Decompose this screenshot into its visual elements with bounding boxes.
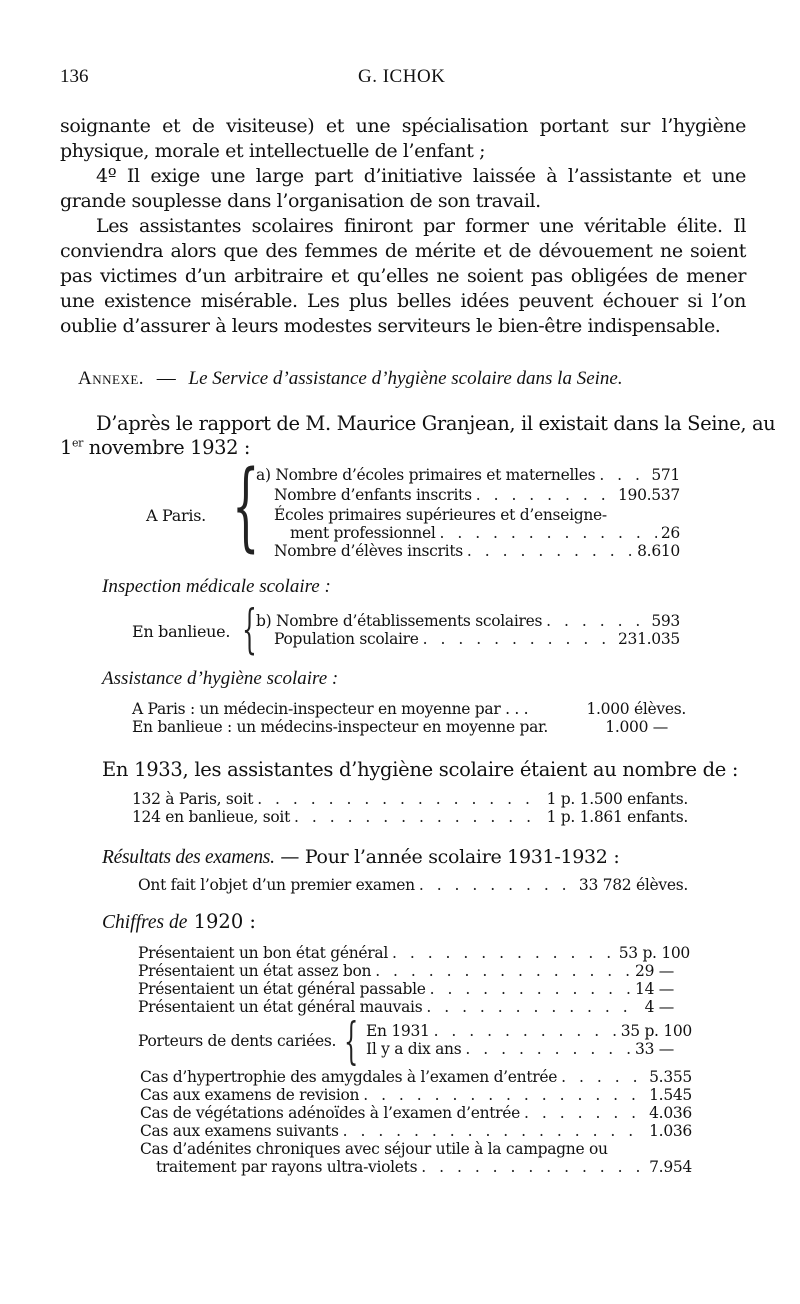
row-label: a) Nombre d’écoles primaires et maternelles <box>256 466 596 484</box>
paris-row-upper-schools: Écoles primaires supérieures et d’enseigne- <box>274 506 607 524</box>
row-label: Ont fait l’objet d’un premier examen <box>138 876 415 894</box>
intro-text <box>60 114 746 339</box>
dot-leader <box>294 808 543 826</box>
results-heading-rest: — Pour l’année scolaire 1931-1932 : <box>274 846 620 868</box>
row-label: Nombre d’élèves inscrits <box>274 542 463 560</box>
dot-leader <box>343 1122 646 1140</box>
annexe-title: Le Service d’assistance d’hygiène scolaire dans la Seine. <box>188 368 623 389</box>
case-row-adenoids <box>140 1104 692 1122</box>
dot-leader <box>421 1158 645 1176</box>
dot-leader <box>375 962 631 980</box>
row-value: 8.610 <box>637 542 680 560</box>
case-adenitis-line2 <box>156 1158 692 1176</box>
day-suffix: er <box>72 436 83 450</box>
paragraph-3: Les assistantes scolaires finiront par former une véritable élite. Il conviendra alors que des femmes de mérite et de dévouement ne soient pas victimes d’un arbitraire et qu’elles ne soient pas obligées de mener une existence misérable. Les plus belles idées peuvent échouer si l’on oublie d’assurer à leurs modestes serviteurs le bien-être indispensable. <box>60 215 746 337</box>
row-label: Cas de végétations adénoïdes à l’examen d’entrée <box>140 1104 521 1122</box>
teeth-row-ten-years <box>366 1040 674 1058</box>
dot-leader <box>434 1022 617 1040</box>
case-row-following <box>140 1122 692 1140</box>
dot-leader <box>419 876 575 894</box>
banlieue-brace: { <box>242 600 257 660</box>
row-value: 29 — <box>635 962 674 980</box>
results-row-examined <box>138 876 688 894</box>
figures-row-good <box>138 944 690 962</box>
results-heading <box>102 846 619 869</box>
row-value: 4 — <box>644 998 674 1016</box>
figures-row-fair <box>138 962 674 980</box>
row-label: En 1931 <box>366 1022 430 1040</box>
dot-leader <box>430 980 631 998</box>
figures-heading-year: 1920 : <box>187 910 256 933</box>
inspection-heading: Inspection médicale scolaire : <box>102 576 331 597</box>
row-value: 1.545 <box>649 1086 692 1104</box>
row-1933-banlieue <box>132 808 688 826</box>
row-1933-paris <box>132 790 688 808</box>
case-row-tonsils <box>140 1068 692 1086</box>
row-label: ment professionnel <box>290 524 436 542</box>
row-label: Présentaient un état général mauvais <box>138 998 423 1016</box>
annexe-dash: — <box>156 368 176 389</box>
page-number: 136 <box>60 66 89 87</box>
row-label: Il y a dix ans <box>366 1040 462 1058</box>
row-value: 1 p. 1.861 enfants. <box>546 808 688 826</box>
row-label: Cas aux examens de revision <box>140 1086 360 1104</box>
banlieue-label: En banlieue. <box>132 622 231 641</box>
dot-leader <box>546 612 647 630</box>
row-label: b) Nombre d’établissements scolaires <box>256 612 543 630</box>
row-value: 4.036 <box>649 1104 692 1122</box>
dot-leader <box>257 790 542 808</box>
dot-leader <box>423 630 614 648</box>
row-label: Population scolaire <box>274 630 419 648</box>
paris-row-schools <box>256 466 680 484</box>
row-label: traitement par rayons ultra-violets <box>156 1158 418 1176</box>
row-value: 33 — <box>635 1040 674 1058</box>
row-value: 5.355 <box>649 1068 692 1086</box>
teeth-brace: { <box>344 1012 359 1070</box>
dot-leader <box>561 1068 645 1086</box>
assistance-heading: Assistance d’hygiène scolaire : <box>102 668 339 689</box>
figures-1920-heading <box>102 910 256 934</box>
dot-leader <box>439 524 656 542</box>
paragraph-1: soignante et de visiteuse) et une spécialisation portant sur l’hygiène physique, morale et intellectuelle de l’enfant ; <box>60 115 746 162</box>
row-label: 132 à Paris, soit <box>132 790 254 808</box>
teeth-row-1931 <box>366 1022 692 1040</box>
figures-row-bad <box>138 998 674 1016</box>
report-intro-line2 <box>60 436 250 459</box>
dot-leader <box>426 998 640 1016</box>
row-label: Nombre d’enfants inscrits <box>274 486 472 504</box>
row-value: 26 <box>660 524 680 542</box>
dot-leader <box>524 1104 645 1122</box>
row-label: Présentaient un état général passable <box>138 980 426 998</box>
row-label: Cas d’hypertrophie des amygdales à l’examen d’entrée <box>140 1068 558 1086</box>
running-title: G. ICHOK <box>358 66 446 87</box>
row-value: 190.537 <box>618 486 680 504</box>
dot-leader <box>599 466 647 484</box>
paris-row-professional <box>290 524 680 542</box>
paris-brace: { <box>232 450 260 562</box>
assistance-row-banlieue <box>132 718 668 736</box>
row-value: 1 p. 1.500 enfants. <box>546 790 688 808</box>
row-value: 1.000 élèves. <box>586 700 686 718</box>
assistance-row-paris <box>132 700 686 718</box>
report-date-rest: novembre 1932 : <box>82 436 251 459</box>
row-label: En banlieue : un médecins-inspecteur en moyenne par. <box>132 718 549 736</box>
row-value: 53 p. 100 <box>618 944 690 962</box>
row-value: 7.954 <box>649 1158 692 1176</box>
row-label: Présentaient un état assez bon <box>138 962 372 980</box>
annexe-label: Annexe. <box>78 368 145 389</box>
row-value: 35 p. 100 <box>620 1022 692 1040</box>
figures-heading-italic: Chiffres de <box>102 912 188 933</box>
row-value: 1.036 <box>649 1122 692 1140</box>
teeth-label: Porteurs de dents cariées. <box>138 1032 337 1050</box>
paris-row-children <box>274 486 680 504</box>
case-adenitis-line1: Cas d’adénites chroniques avec séjour utile à la campagne ou <box>140 1140 608 1158</box>
row-value: 571 <box>651 466 680 484</box>
row-value: 231.035 <box>618 630 680 648</box>
row-value: 33 782 élèves. <box>578 876 688 894</box>
banlieue-row-population <box>274 630 680 648</box>
paris-label: A Paris. <box>146 506 206 525</box>
row-label: Présentaient un bon état général <box>138 944 388 962</box>
dot-leader <box>363 1086 645 1104</box>
figures-row-passable <box>138 980 674 998</box>
row-value: 1.000 — <box>605 718 668 736</box>
row-value: 593 <box>651 612 680 630</box>
day-number: 1 <box>60 436 73 459</box>
results-heading-italic: Résultats des examens. <box>102 847 275 868</box>
banlieue-row-establishments <box>256 612 680 630</box>
year-1933-sentence: En 1933, les assistantes d’hygiène scolaire étaient au nombre de : <box>102 758 739 781</box>
row-label: A Paris : un médecin-inspecteur en moyenne par . . . <box>132 700 529 718</box>
report-intro-line1: D’après le rapport de M. Maurice Granjean, il existait dans la Seine, au <box>96 412 776 435</box>
annexe-heading <box>78 368 623 390</box>
case-row-revision <box>140 1086 692 1104</box>
row-label: Cas aux examens suivants <box>140 1122 339 1140</box>
paragraph-2: 4º Il exige une large part d’initiative laissée à l’assistante et une grande souplesse dans l’organisation de son travail. <box>60 165 746 212</box>
row-value: 14 — <box>635 980 674 998</box>
dot-leader <box>392 944 615 962</box>
dot-leader <box>465 1040 631 1058</box>
dot-leader <box>476 486 614 504</box>
paris-row-pupils <box>274 542 680 560</box>
row-label: 124 en banlieue, soit <box>132 808 291 826</box>
dot-leader <box>467 542 633 560</box>
